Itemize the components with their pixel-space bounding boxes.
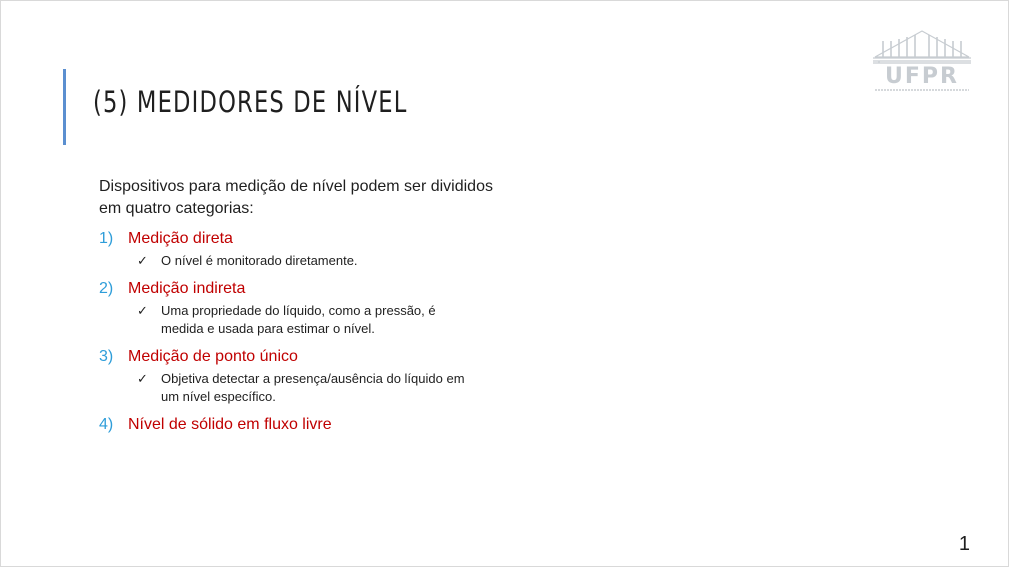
ufpr-logo	[869, 27, 975, 97]
item-number: 3)	[99, 348, 114, 365]
item-number: 2)	[99, 280, 114, 297]
list-item	[99, 414, 519, 436]
item-label: Nível de sólido em fluxo livre	[128, 416, 332, 433]
checkmark-icon: ✓	[137, 303, 148, 318]
intro-text: Dispositivos para medição de nível podem ser divididos em quatro categorias:	[99, 178, 493, 217]
list-item	[99, 278, 519, 338]
item-detail: Uma propriedade do líquido, como a pressão, é medida e usada para estimar o nível.	[161, 303, 436, 336]
item-label: Medição de ponto único	[128, 348, 298, 365]
slide-title: (5) MEDIDORES DE NÍVEL	[93, 85, 408, 119]
list-item	[99, 346, 519, 406]
item-number: 1)	[99, 230, 114, 247]
title-accent-bar	[63, 69, 66, 145]
item-number: 4)	[99, 416, 114, 433]
logo-text: UFPR	[885, 64, 959, 89]
item-detail: Objetiva detectar a presença/ausência do líquido em um nível específico.	[161, 371, 465, 404]
item-label: Medição direta	[128, 230, 233, 247]
page-number: 1	[958, 533, 970, 555]
list-item	[99, 228, 519, 270]
ufpr-building-icon	[869, 27, 975, 97]
content-body	[99, 176, 519, 444]
item-label: Medição indireta	[128, 280, 246, 297]
checkmark-icon: ✓	[137, 371, 148, 386]
checkmark-icon: ✓	[137, 253, 148, 268]
item-detail: O nível é monitorado diretamente.	[161, 253, 358, 268]
